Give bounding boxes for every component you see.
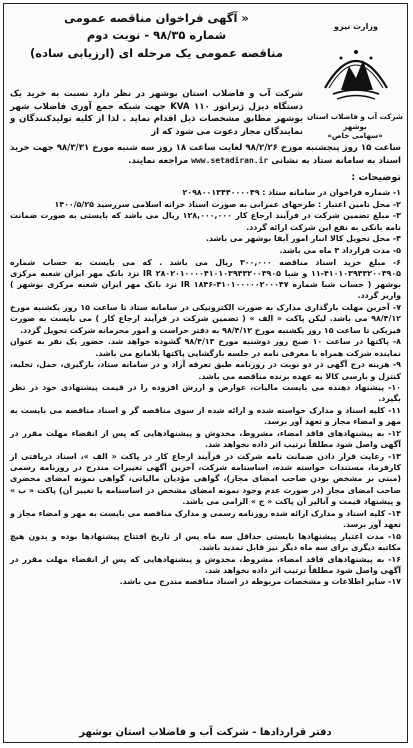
intro-paragraph: شرکت آب و فاضلاب استان بوشهر در نظر دارد نسبت به خرید یک دستگاه دیزل ژنراتور KVA ۱۱۰ جهت شبکه جمع آوری فاضلاب شهر بوشهر مطابق مشخصات ذیل اقدام نماید . لذا از کلیه تولیدکنندگان و نمایندگان مجاز دعوت می شود که از [10, 89, 303, 138]
list-item: ۱۷- سایر اطلاعات و مشخصات مربوطه در اسناد مناقصه مندرج می باشد. [119, 577, 401, 587]
tender-type: مناقصه عمومی یک مرحله ای (ارزیابی ساده) [30, 46, 283, 61]
list-item: ۸- پاکتها در ساعت ۱۰ صبح روز دوشنبه مورخ ۹۸/۴/۱۳ گشوده خواهد شد. حضور یک نفر به عنوان نماینده شرکت همراه با معرفی نامه در جلسه بازگشایی پاکتها بلامانع می باشد. [10, 337, 401, 358]
list-item: ۱۳- رعایت قرار دادن ضمانت نامه شرکت در فرآیند ارجاع کار در پاکت « الف »، اسناد دریافتی از کارفرما، مستندات خواسته شده، اساسنامه شرکت، آخرین آگهی تغییرات مندرج در روزنامه رسمی (مبنی بر مشخص بودن صاحب امضای مجاز)، گواهی مؤدیان مالیاتی، گواهی نمونه امضای محضری صاحب امضای مجاز (در صورت عدم وجود نمونه امضای مشخص در اساسنامه یا تغییر آن) پاکت « ب » و پیشنهاد قیمت و آنالیز آن پاکت « ج » الزامی می باشد. [10, 452, 401, 506]
company-side-line2: «سهامی خاص» [327, 131, 383, 141]
intro-continuation [10, 142, 401, 167]
list-item: ۵- مدت قرارداد ۳ ماه می باشد. [279, 246, 401, 256]
list-item: ۷- آخرین مهلت بارگذاری مدارک به صورت الکترونیکی در سامانه ستاد تا ساعت ۱۵ روز یکشنبه مورخ ۹۸/۴/۱۲ می باشد. لیکن پاکت « الف » ( تضمین شرکت در فرآیند ارجاع کار ) می بایست به صورت فیزیکی تا ساعت ۱۵ روز یکشنبه مورخ ۹۸/۴/۱۲ به دفتر حراست و امور محرمانه شرکت تحویل گردد. [10, 303, 402, 335]
notice-number: شماره ۹۸/۳۵ - نوبت دوم [86, 27, 227, 42]
list-item: ۱۱- کلیه اسناد و مدارک خواسته شده و ارائه شده از سوی مناقصه گر و اسناد مناقصه می بایست به مهر و امضاء مجاز و تعهد آور برسد. [10, 406, 401, 427]
list-item: ۶- مبلغ خرید اسناد مناقصه ۳۰۰,۰۰۰ ریال می باشد . که می بایست به حساب شماره ۴۱۰۱۰۳۹۴۳۲۰۰۳۹۰۵-۱۱ و شبا ۲۸۰۲۰۱۰۰۰۰۴۱۰۱۰۳۹۴۳۲۰۰۳۹۰۵ IR نزد بانک مهر ایران شعبه مرکزی بوشهر ( حساب شبا شماره ۴۱۰۱۰۰۰۰۰۲۰۰۰۴۷-۱۸۴۶ IR نزد بانک مهر ایران شعبه مرکزی بوشهر ) واریز گردد. [10, 257, 401, 301]
list-item: ۳- مبلغ تضمین شرکت در فرآیند ارجاع کار ۱۲۸,۰۰۰,۰۰۰ ریال می باشد که بایستی به صورت ضمانت نامه بانکی به نفع این شرکت ارائه گردد. [10, 211, 401, 232]
list-item: ۴- محل تحویل کالا انبار امور آبفا بوشهر می باشد. [205, 234, 401, 244]
notes-heading: توضیحات : [351, 172, 401, 183]
tender-notice [3, 3, 408, 743]
list-item: ۱- شماره فراخوان در سامانه ستاد : ۲۰۹۸۰۰۱۳۴۴۰۰۰۰۴۹ [182, 188, 401, 197]
list-item: ۱۶- به پیشنهادهای فاقد امضاء، مشروط، مخدوش و پیشنهادهایی که پس از انقضاء مهلت مقرر در آگهی واصل شود مطلقاً ترتیب اثر داده نخواهد شد. [10, 554, 401, 575]
notice-title: « آگهی فراخوان مناقصه عمومی [64, 11, 249, 25]
ministry-label: وزارت نیرو [334, 22, 378, 31]
intro-dates: ساعت ۱۵ روز پنجشنبه مورخ ۹۸/۲/۲۶ لغایت ساعت ۱۸ روز سه شنبه مورخ ۹۸/۳/۳۱ جهت خرید اسناد به سامانه ستاد به نشانی [10, 143, 401, 166]
list-item: ۲- محل تامین اعتبار : طرحهای عمرانی به صورت اسناد خزانه اسلامی سررسید ۱۴۰۰/۵/۲۵ [54, 199, 401, 209]
list-item: ۱۵- مدت اعتبار پیشنهادها بایستی حداقل سه ماه پس از تاریخ افتتاح پیشنهادها بوده و بدون هیچ مکاتبه دیگری برای سه ماه دیگر نیز قابل تمدید باشد. [10, 531, 401, 552]
list-item: ۹- هزینه درج آگهی در دو نوبت در روزنامه طبق تعرفه آزاد و در سامانه ستاد، بارگیری، حمل، تخلیه، کنترل و بارسی کالا به عهده برنده مناقصه می باشد. [10, 360, 401, 381]
list-item: ۱۲- به پیشنهادهای فاقد امضاء، مشروط، مخدوش و پیشنهادهایی که پس از انقضاء مهلت مقرر در آگهی واصل شود مطلقاً ترتیب اثر داده نخواهد شد. [10, 429, 401, 450]
setad-url-link[interactable]: www.setadiran.ir [191, 155, 269, 165]
notes-list [10, 187, 401, 588]
list-item: ۱۰- پیشنهاد دهنده می بایست مالیات، عوارض و ارزش افزوده را در قیمت پیشنهادی خود در نظر بگیرد. [10, 383, 401, 404]
intro-end: مراجعه نمایند. [128, 155, 189, 166]
contracts-office-signature: دفتر قراردادها - شرکت آب و فاضلاب استان بوشهر [79, 727, 332, 738]
company-logo-icon [319, 40, 393, 104]
company-side-line1: شرکت آب و فاضلاب استان بوشهر [307, 112, 403, 131]
company-name-side [307, 112, 403, 141]
notice-header [10, 10, 303, 62]
list-item: ۱۴- کلیه اسناد و مدارک ارائه شده روزنامه رسمی و مدارک مناقصه می بایست به مهر و امضاء مجاز و تعهد آور برسد. [10, 508, 401, 529]
